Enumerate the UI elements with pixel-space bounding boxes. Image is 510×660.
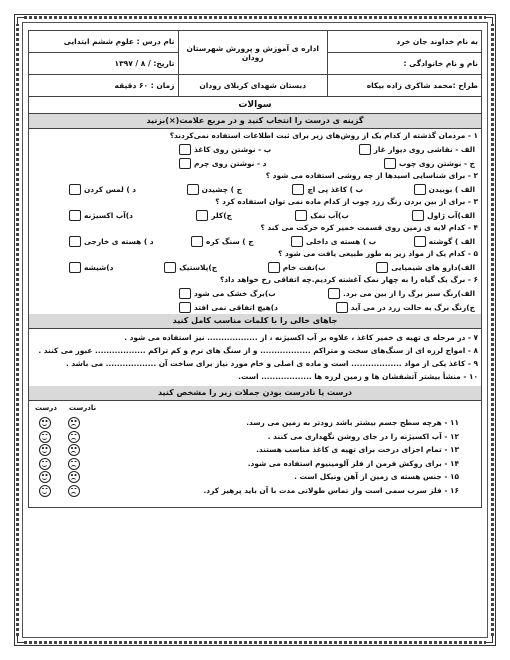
mc-option-label: ج)پلاستیک — [179, 262, 218, 272]
tf-answer-group — [39, 458, 80, 470]
fill-section-title: جاهای خالی را با کلمات مناسب کامل کنید — [28, 314, 482, 329]
happy-face-icon[interactable] — [39, 471, 51, 483]
border-ornament-left — [16, 24, 19, 636]
answer-checkbox[interactable] — [179, 144, 191, 155]
answer-checkbox[interactable] — [412, 210, 424, 221]
mc-question-text: ۳ - برای از بین بردن رنگ زرد چوب از کدام ماده نمی توان استفاده کرد ؟ — [215, 197, 478, 206]
mc-option-label: ب - نوشتن روی کاغذ — [194, 144, 272, 154]
mc-options-row — [29, 286, 481, 300]
tf-answer-group — [39, 444, 80, 456]
questions-title: سوالات — [28, 97, 482, 114]
mc-option-label: ب)برگ خشک می شود — [194, 288, 276, 298]
tf-statement: ۱۵ - جنس هسته ی زمین از آهن ونیکل است . — [294, 472, 459, 481]
answer-checkbox[interactable] — [291, 236, 303, 247]
mc-question-text: ۲ - برای شناسایی اسیدها از چه روشی استفاده می شود ؟ — [265, 171, 478, 180]
sad-face-icon[interactable] — [68, 458, 80, 470]
mc-option-label: ب)آب نمک — [310, 210, 349, 220]
tf-statement: ۱۶ - فلز سرب سمی است واز تماس طولانی مدت با آن باید پرهیز کرد. — [203, 485, 459, 495]
happy-face-icon[interactable] — [39, 431, 51, 443]
exam-date: تاریخ: / ۸ / ۱۳۹۷ — [29, 53, 179, 75]
mc-option[interactable] — [69, 184, 136, 195]
answer-checkbox[interactable] — [69, 262, 81, 273]
tf-answer-group — [39, 417, 80, 429]
mc-options-row — [29, 182, 481, 196]
mc-question-text: ۱ - مردمان گذشته از کدام یک از روش‌های زیر برای ثبت اطلاعات استفاده نمی‌کردند؟ — [169, 131, 478, 140]
answer-checkbox[interactable] — [268, 262, 280, 273]
exam-header-table — [28, 30, 482, 97]
mc-question-list — [28, 129, 482, 314]
mc-question-text: ۵ - کدام یک از مواد زیر به طور طبیعی یافت می شود ؟ — [278, 249, 478, 258]
happy-face-icon[interactable] — [39, 458, 51, 470]
answer-checkbox[interactable] — [179, 288, 191, 299]
sad-face-icon[interactable] — [68, 485, 80, 497]
mc-option-label: الف - نقاشی روی دیوار غار — [373, 144, 475, 154]
answer-checkbox[interactable] — [414, 184, 426, 195]
answer-checkbox[interactable] — [69, 236, 81, 247]
mc-option-label: الف ) بوییدن — [428, 184, 475, 194]
answer-checkbox[interactable] — [328, 288, 340, 299]
mc-question-text: ۴ - کدام لایه ی زمین روی قسمت خمیر کره حرکت می کند ؟ — [260, 223, 478, 232]
fill-question: ۷ - در مرحله ی تهیه ی خمیر کاغذ ، علاوه بر آب اکسیژنه ، از .................. نیز استفاده می شود . — [124, 333, 478, 342]
mc-option[interactable] — [414, 236, 475, 247]
exam-sheet — [28, 30, 482, 508]
fill-question: ۹ - کاغذ یکی از مواد .................. است و ماده ی اصلی و خام مورد نیاز برای ساخت آن .................. می باشد . — [65, 359, 478, 368]
answer-checkbox[interactable] — [196, 210, 208, 221]
answer-checkbox[interactable] — [69, 210, 81, 221]
tf-row — [29, 430, 481, 444]
mc-option[interactable] — [179, 302, 278, 313]
tf-statement: ۱۲ - آب اکسیژنه را در جای روشن نگهداری می کنند . — [267, 431, 459, 441]
mc-option[interactable] — [164, 262, 217, 273]
tf-row — [29, 443, 481, 457]
mc-option-label: الف)دارو های شیمیایی — [391, 262, 475, 272]
tf-answer-group — [39, 471, 80, 483]
mc-option[interactable] — [292, 184, 363, 195]
mc-option[interactable] — [191, 236, 254, 247]
answer-checkbox[interactable] — [179, 302, 191, 313]
mc-option-label: ب ) کاغذ پی اچ — [307, 184, 364, 194]
tf-row — [29, 416, 481, 430]
mc-options-row — [29, 234, 481, 248]
sad-face-icon[interactable] — [68, 444, 80, 456]
answer-checkbox[interactable] — [384, 158, 396, 169]
mc-option[interactable] — [328, 288, 475, 299]
school-name: دبستان شهدای کربلای رودان — [178, 75, 327, 97]
border-ornament-top — [24, 16, 486, 19]
mc-options-row — [29, 208, 481, 222]
mc-option-label: الف)آب ژاول — [427, 210, 475, 220]
mc-options-row — [29, 300, 481, 314]
mc-option[interactable] — [69, 210, 133, 221]
answer-checkbox[interactable] — [414, 236, 426, 247]
mc-option[interactable] — [268, 262, 326, 273]
tf-section — [28, 401, 482, 508]
invocation: به نام خداوند جان خرد — [327, 31, 481, 53]
border-ornament-right — [491, 24, 494, 636]
exam-time: زمان : ۶۰ دقیقه — [29, 75, 179, 97]
mc-options-row — [29, 142, 481, 156]
mc-option-label: د ) لمس کردن — [84, 184, 137, 194]
answer-checkbox[interactable] — [359, 144, 371, 155]
mc-option-label: د)آب اکسیژنه — [84, 210, 133, 220]
fill-question: ۱۰ - منشأ بیشتر آتشفشان ها و زمین لرزه ها .................. است. — [238, 372, 478, 381]
answer-checkbox[interactable] — [187, 184, 199, 195]
answer-checkbox[interactable] — [295, 210, 307, 221]
happy-face-icon[interactable] — [39, 444, 51, 456]
mc-option[interactable] — [412, 210, 475, 221]
tf-row — [29, 457, 481, 471]
sad-face-icon[interactable] — [68, 431, 80, 443]
tf-statement: ۱۱ - هرچه سطح جسم بیشتر باشد زودتر به زمین می رسد. — [246, 418, 459, 427]
border-ornament-bottom — [24, 641, 486, 644]
tf-row — [29, 470, 481, 484]
sad-face-icon[interactable] — [68, 471, 80, 483]
mc-section-title: گزینه ی درست را انتخاب کنید و در مربع علامت(×)بزنید — [28, 114, 482, 129]
mc-options-row — [29, 260, 481, 274]
tf-question-list — [29, 416, 481, 497]
answer-checkbox[interactable] — [292, 184, 304, 195]
office-line2: رودان — [241, 52, 264, 62]
mc-option[interactable] — [295, 210, 349, 221]
mc-option-label: ج)کلر — [211, 210, 232, 220]
answer-checkbox[interactable] — [376, 262, 388, 273]
mc-option[interactable] — [414, 184, 475, 195]
mc-option-label: د)هیچ اتفاقی نمی افتد — [194, 302, 278, 312]
mc-option-label: ج ) سنگ کره — [206, 236, 254, 246]
tf-header-true: درست — [35, 404, 57, 412]
mc-option-label: ب)نفت خام — [282, 262, 326, 272]
mc-option-label: ب ) هسته ی داخلی — [306, 236, 377, 246]
mc-option[interactable] — [384, 158, 475, 169]
student-name-label: نام و نام خانوادگی : — [327, 53, 481, 75]
tf-row — [29, 484, 481, 498]
happy-face-icon[interactable] — [39, 485, 51, 497]
mc-option[interactable] — [179, 288, 276, 299]
tf-answer-group — [39, 431, 80, 443]
answer-checkbox[interactable] — [69, 184, 81, 195]
tf-header — [35, 404, 96, 412]
mc-option-label: ج - نوشتن روی چوب — [398, 158, 475, 168]
tf-statement: ۱۴ - برای روکش فرمن از فلز آلومینیوم استفاده می شود. — [247, 458, 459, 468]
mc-question-text: ۶ - برگ یک گیاه را به چهار نمک آغشته کردیم.چه اتفاقی رخ خواهد داد؟ — [220, 275, 478, 284]
fill-question-list — [28, 329, 482, 386]
mc-option[interactable] — [291, 236, 376, 247]
mc-option[interactable] — [69, 262, 113, 273]
fill-question: ۸ - امواج لرزه ای از سنگ‌های سخت و متراکم .................. و از سنگ های نرم و کم تراکم .................. عبور می کنند . — [38, 346, 478, 355]
happy-face-icon[interactable] — [39, 417, 51, 429]
mc-option[interactable] — [187, 184, 242, 195]
office-line1: اداره ی آموزش و پرورش شهرستان — [186, 43, 319, 53]
mc-option[interactable] — [376, 262, 475, 273]
mc-option[interactable] — [179, 158, 266, 169]
mc-option-label: الف ) گوشته — [428, 236, 475, 246]
tf-statement: ۱۳ - تمام اجزای درخت برای تهیه ی کاغذ مناسب هستند. — [256, 445, 459, 454]
designer: طراح :محمد شاکری زاده بیکاه — [327, 75, 481, 97]
mc-option-label: د)شیشه — [84, 262, 114, 272]
mc-option-label: ج ) چشیدن — [201, 184, 242, 194]
mc-option[interactable] — [179, 144, 271, 155]
course-name: نام درس : علوم ششم ابتدایی — [29, 31, 179, 53]
mc-option[interactable] — [69, 236, 154, 247]
mc-option[interactable] — [196, 210, 232, 221]
answer-checkbox[interactable] — [179, 158, 191, 169]
tf-header-false: نادرست — [68, 404, 97, 412]
mc-option-label: د - نوشتن روی چرم — [194, 158, 267, 168]
mc-options-row — [29, 156, 481, 170]
mc-option-label: ج)رنگ برگ به حالت زرد در می آید — [350, 302, 475, 312]
mc-option[interactable] — [359, 144, 475, 155]
answer-checkbox[interactable] — [336, 302, 348, 313]
tf-answer-group — [39, 485, 80, 497]
mc-option[interactable] — [336, 302, 475, 313]
answer-checkbox[interactable] — [191, 236, 203, 247]
mc-option-label: الف)رنگ سبز برگ را از بین می برد. — [343, 288, 475, 298]
sad-face-icon[interactable] — [68, 417, 80, 429]
answer-checkbox[interactable] — [164, 262, 176, 273]
mc-option-label: د ) هسته ی خارجی — [84, 236, 154, 246]
tf-section-title: درست یا نادرست بودن جملات زیر را مشخص کنید — [28, 386, 482, 401]
office-cell — [178, 31, 327, 75]
